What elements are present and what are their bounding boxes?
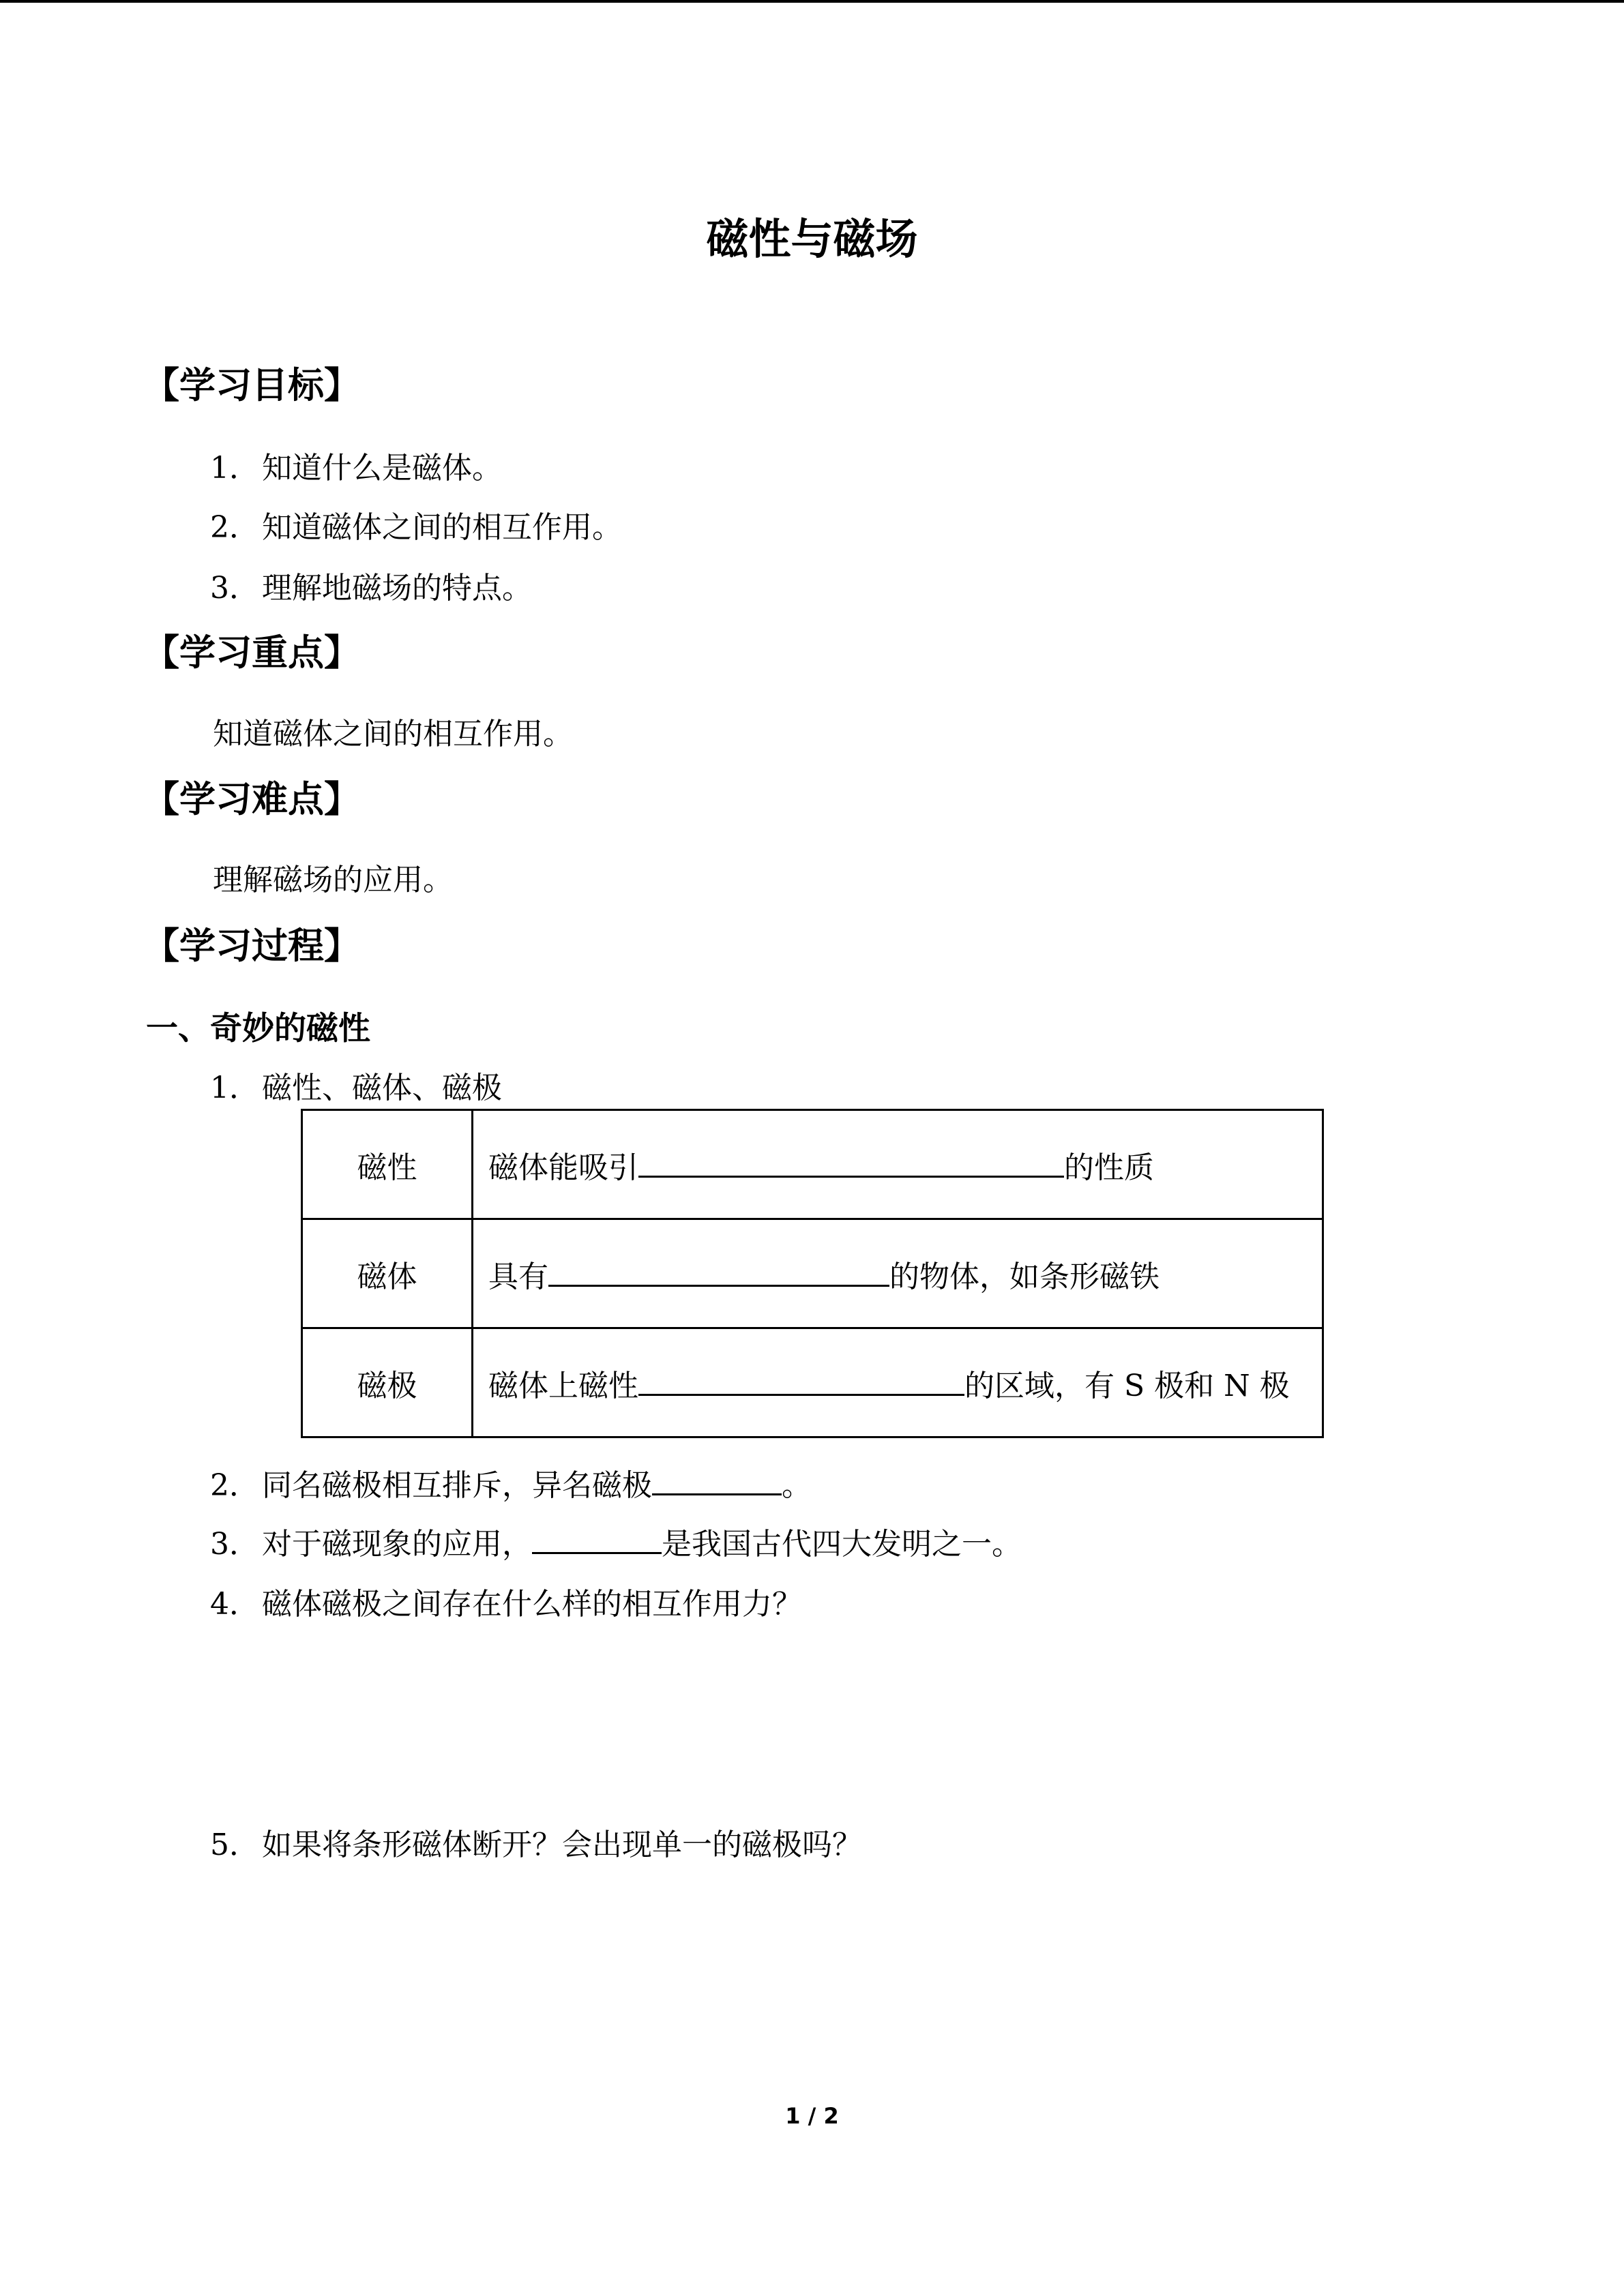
question-3: 3．对于磁现象的应用， 是我国古代四大发明之一。	[210, 1522, 1022, 1567]
process-heading: 【学习过程】	[143, 925, 360, 967]
term-cell: 磁性	[302, 1110, 473, 1219]
difficulties-text: 理解磁场的应用。	[213, 863, 453, 897]
table-row	[302, 1219, 1323, 1328]
question-4: 4．磁体磁极之间存在什么样的相互作用力？	[210, 1587, 802, 1622]
table-row	[302, 1328, 1323, 1437]
term-cell: 磁体	[302, 1219, 473, 1328]
key-points-text: 知道磁体之间的相互作用。	[213, 717, 573, 751]
definition-cell: 磁体能吸引 的性质	[473, 1110, 1323, 1219]
part1-heading: 一、奇妙的磁性	[146, 1010, 370, 1047]
answer-blank[interactable]	[638, 1146, 1064, 1178]
objective-item-2: 2．知道磁体之间的相互作用。	[210, 510, 622, 545]
definition-cell: 磁体上磁性 的区域，有 S 极和 N 极	[473, 1328, 1323, 1437]
answer-blank[interactable]	[652, 1463, 782, 1495]
objectives-heading: 【学习目标】	[143, 365, 360, 406]
key-points-heading: 【学习重点】	[143, 632, 360, 674]
page-top-border	[0, 0, 1624, 3]
definition-cell: 具有 的物体，如条形磁铁	[473, 1219, 1323, 1328]
difficulties-heading: 【学习难点】	[143, 779, 360, 820]
term-cell: 磁极	[302, 1328, 473, 1437]
answer-blank[interactable]	[638, 1364, 964, 1396]
answer-blank[interactable]	[532, 1522, 662, 1554]
table-row	[302, 1110, 1323, 1219]
magnetism-fill-table	[301, 1109, 1324, 1438]
question-1: 1．磁性、磁体、磁极	[210, 1071, 502, 1105]
objective-item-3: 3．理解地磁场的特点。	[210, 571, 532, 606]
answer-blank[interactable]	[548, 1255, 889, 1287]
question-5: 5．如果将条形磁体断开？会出现单一的磁极吗？	[210, 1828, 862, 1862]
question-2: 2．同名磁极相互排斥，异名磁极 。	[210, 1463, 812, 1508]
page-number: 1 / 2	[785, 2103, 839, 2129]
document-title: 磁性与磁场	[706, 214, 918, 264]
objective-item-1: 1．知道什么是磁体。	[210, 451, 502, 486]
